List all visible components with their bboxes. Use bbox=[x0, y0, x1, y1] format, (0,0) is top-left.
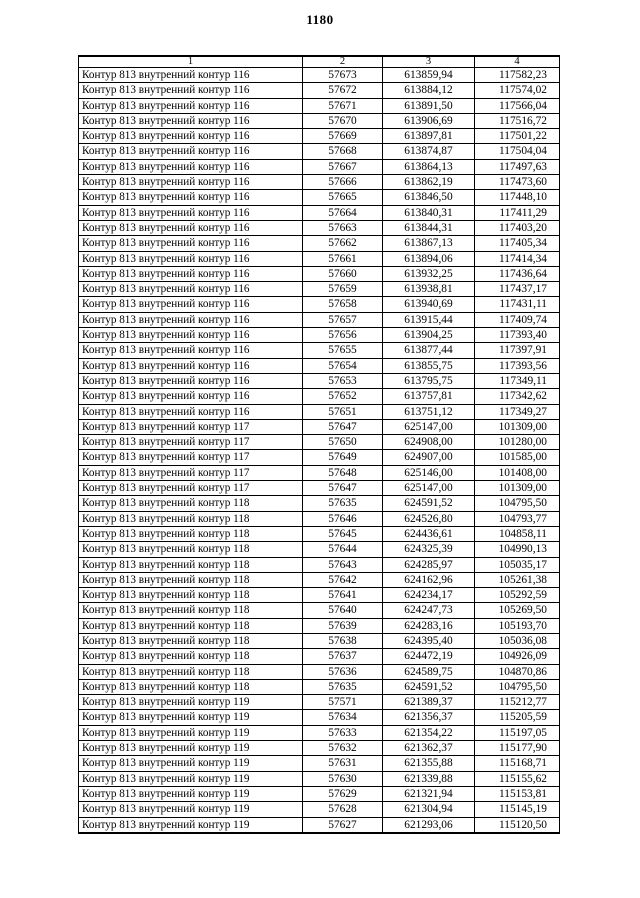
coordinate-y-cell: 105035,17 bbox=[475, 557, 560, 572]
coordinate-y-cell: 117436,64 bbox=[475, 266, 560, 281]
coordinate-y-cell: 115120,50 bbox=[475, 817, 560, 833]
point-number-cell: 57639 bbox=[303, 618, 383, 633]
point-number-cell: 57667 bbox=[303, 159, 383, 174]
coordinate-x-cell: 624395,40 bbox=[383, 633, 475, 648]
coordinate-x-cell: 613897,81 bbox=[383, 129, 475, 144]
contour-name-cell: Контур 813 внутренний контур 118 bbox=[79, 633, 303, 648]
point-number-cell: 57668 bbox=[303, 144, 383, 159]
contour-name-cell: Контур 813 внутренний контур 118 bbox=[79, 603, 303, 618]
table-row bbox=[79, 190, 560, 205]
point-number-cell: 57630 bbox=[303, 771, 383, 786]
coordinate-y-cell: 104870,86 bbox=[475, 664, 560, 679]
coordinate-x-cell: 613877,44 bbox=[383, 343, 475, 358]
table-row bbox=[79, 481, 560, 496]
contour-name-cell: Контур 813 внутренний контур 116 bbox=[79, 68, 303, 83]
coordinate-x-cell: 624436,61 bbox=[383, 526, 475, 541]
coordinate-y-cell: 117437,17 bbox=[475, 282, 560, 297]
contour-name-cell: Контур 813 внутренний контур 119 bbox=[79, 771, 303, 786]
point-number-cell: 57633 bbox=[303, 725, 383, 740]
contour-name-cell: Контур 813 внутренний контур 116 bbox=[79, 266, 303, 281]
point-number-cell: 57647 bbox=[303, 481, 383, 496]
point-number-cell: 57646 bbox=[303, 511, 383, 526]
table-row bbox=[79, 496, 560, 511]
contour-name-cell: Контур 813 внутренний контур 119 bbox=[79, 756, 303, 771]
coordinate-x-cell: 624589,75 bbox=[383, 664, 475, 679]
point-number-cell: 57647 bbox=[303, 419, 383, 434]
table-row bbox=[79, 220, 560, 235]
coordinate-x-cell: 613938,81 bbox=[383, 282, 475, 297]
point-number-cell: 57632 bbox=[303, 741, 383, 756]
table-row bbox=[79, 450, 560, 465]
contour-name-cell: Контур 813 внутренний контур 116 bbox=[79, 113, 303, 128]
contour-name-cell: Контур 813 внутренний контур 119 bbox=[79, 695, 303, 710]
coordinate-x-cell: 624285,97 bbox=[383, 557, 475, 572]
table-row bbox=[79, 113, 560, 128]
table-row bbox=[79, 695, 560, 710]
coordinate-x-cell: 613855,75 bbox=[383, 358, 475, 373]
contour-name-cell: Контур 813 внутренний контур 116 bbox=[79, 220, 303, 235]
coordinate-x-cell: 613846,50 bbox=[383, 190, 475, 205]
point-number-cell: 57653 bbox=[303, 373, 383, 388]
point-number-cell: 57666 bbox=[303, 175, 383, 190]
point-number-cell: 57642 bbox=[303, 572, 383, 587]
coordinate-y-cell: 117504,04 bbox=[475, 144, 560, 159]
point-number-cell: 57628 bbox=[303, 802, 383, 817]
coordinate-y-cell: 117497,63 bbox=[475, 159, 560, 174]
coordinate-y-cell: 117431,11 bbox=[475, 297, 560, 312]
contour-name-cell: Контур 813 внутренний контур 119 bbox=[79, 786, 303, 801]
coordinate-x-cell: 625147,00 bbox=[383, 481, 475, 496]
coordinate-x-cell: 621355,88 bbox=[383, 756, 475, 771]
coordinate-x-cell: 625147,00 bbox=[383, 419, 475, 434]
contour-name-cell: Контур 813 внутренний контур 117 bbox=[79, 450, 303, 465]
coordinate-y-cell: 104795,50 bbox=[475, 679, 560, 694]
point-number-cell: 57651 bbox=[303, 404, 383, 419]
coordinate-x-cell: 621362,37 bbox=[383, 741, 475, 756]
coordinate-y-cell: 117473,60 bbox=[475, 175, 560, 190]
coordinate-y-cell: 104858,11 bbox=[475, 526, 560, 541]
coordinate-y-cell: 117397,91 bbox=[475, 343, 560, 358]
contour-name-cell: Контур 813 внутренний контур 117 bbox=[79, 419, 303, 434]
point-number-cell: 57643 bbox=[303, 557, 383, 572]
coordinate-y-cell: 117349,11 bbox=[475, 373, 560, 388]
point-number-cell: 57637 bbox=[303, 649, 383, 664]
table-row bbox=[79, 373, 560, 388]
table-row bbox=[79, 251, 560, 266]
table-row bbox=[79, 633, 560, 648]
point-number-cell: 57640 bbox=[303, 603, 383, 618]
point-number-cell: 57652 bbox=[303, 389, 383, 404]
contour-name-cell: Контур 813 внутренний контур 118 bbox=[79, 511, 303, 526]
coordinate-x-cell: 624472,19 bbox=[383, 649, 475, 664]
table-row bbox=[79, 618, 560, 633]
contour-name-cell: Контур 813 внутренний контур 116 bbox=[79, 297, 303, 312]
point-number-cell: 57636 bbox=[303, 664, 383, 679]
table-row bbox=[79, 435, 560, 450]
coordinate-x-cell: 613874,87 bbox=[383, 144, 475, 159]
coordinate-y-cell: 104795,50 bbox=[475, 496, 560, 511]
point-number-cell: 57658 bbox=[303, 297, 383, 312]
coordinate-y-cell: 101280,00 bbox=[475, 435, 560, 450]
contour-name-cell: Контур 813 внутренний контур 117 bbox=[79, 465, 303, 480]
coordinate-x-cell: 613859,94 bbox=[383, 68, 475, 83]
table-row bbox=[79, 710, 560, 725]
contour-name-cell: Контур 813 внутренний контур 116 bbox=[79, 236, 303, 251]
contour-name-cell: Контур 813 внутренний контур 116 bbox=[79, 404, 303, 419]
coordinate-x-cell: 613862,19 bbox=[383, 175, 475, 190]
contour-name-cell: Контур 813 внутренний контур 116 bbox=[79, 282, 303, 297]
point-number-cell: 57663 bbox=[303, 220, 383, 235]
point-number-cell: 57635 bbox=[303, 496, 383, 511]
coordinate-y-cell: 117342,62 bbox=[475, 389, 560, 404]
coordinate-y-cell: 117582,23 bbox=[475, 68, 560, 83]
table-row bbox=[79, 526, 560, 541]
coordinate-y-cell: 105269,50 bbox=[475, 603, 560, 618]
contour-name-cell: Контур 813 внутренний контур 116 bbox=[79, 389, 303, 404]
table-body bbox=[79, 68, 560, 833]
point-number-cell: 57635 bbox=[303, 679, 383, 694]
table-row bbox=[79, 741, 560, 756]
coordinate-y-cell: 101585,00 bbox=[475, 450, 560, 465]
table-row bbox=[79, 649, 560, 664]
table-row bbox=[79, 68, 560, 83]
coordinate-x-cell: 624283,16 bbox=[383, 618, 475, 633]
coordinate-x-cell: 621356,37 bbox=[383, 710, 475, 725]
coordinate-x-cell: 621321,94 bbox=[383, 786, 475, 801]
point-number-cell: 57664 bbox=[303, 205, 383, 220]
coordinate-y-cell: 117349,27 bbox=[475, 404, 560, 419]
coordinate-y-cell: 104793,77 bbox=[475, 511, 560, 526]
contour-name-cell: Контур 813 внутренний контур 117 bbox=[79, 481, 303, 496]
coordinate-y-cell: 117393,40 bbox=[475, 328, 560, 343]
coordinate-y-cell: 117393,56 bbox=[475, 358, 560, 373]
coordinate-y-cell: 115155,62 bbox=[475, 771, 560, 786]
contour-name-cell: Контур 813 внутренний контур 116 bbox=[79, 358, 303, 373]
point-number-cell: 57645 bbox=[303, 526, 383, 541]
coordinate-x-cell: 624591,52 bbox=[383, 496, 475, 511]
table-row bbox=[79, 358, 560, 373]
table-row bbox=[79, 557, 560, 572]
table-row bbox=[79, 786, 560, 801]
coordinate-x-cell: 621339,88 bbox=[383, 771, 475, 786]
coordinate-x-cell: 621304,94 bbox=[383, 802, 475, 817]
contour-name-cell: Контур 813 внутренний контур 119 bbox=[79, 802, 303, 817]
coordinate-x-cell: 613932,25 bbox=[383, 266, 475, 281]
coordinate-y-cell: 115145,19 bbox=[475, 802, 560, 817]
coordinate-y-cell: 101309,00 bbox=[475, 419, 560, 434]
contour-name-cell: Контур 813 внутренний контур 116 bbox=[79, 129, 303, 144]
coordinate-x-cell: 613864,13 bbox=[383, 159, 475, 174]
contour-name-cell: Контур 813 внутренний контур 116 bbox=[79, 98, 303, 113]
point-number-cell: 57631 bbox=[303, 756, 383, 771]
contour-name-cell: Контур 813 внутренний контур 117 bbox=[79, 435, 303, 450]
page-number: 1180 bbox=[306, 12, 334, 27]
coordinate-x-cell: 613867,13 bbox=[383, 236, 475, 251]
point-number-cell: 57649 bbox=[303, 450, 383, 465]
table-row bbox=[79, 404, 560, 419]
coordinate-y-cell: 115168,71 bbox=[475, 756, 560, 771]
contour-name-cell: Контур 813 внутренний контур 118 bbox=[79, 588, 303, 603]
coordinate-x-cell: 613891,50 bbox=[383, 98, 475, 113]
table-row bbox=[79, 328, 560, 343]
coordinate-y-cell: 117414,34 bbox=[475, 251, 560, 266]
coordinate-x-cell: 624162,96 bbox=[383, 572, 475, 587]
table-row bbox=[79, 343, 560, 358]
column-header-3: 3 bbox=[383, 56, 475, 68]
coordinate-x-cell: 624247,73 bbox=[383, 603, 475, 618]
contour-name-cell: Контур 813 внутренний контур 118 bbox=[79, 679, 303, 694]
coordinate-y-cell: 105193,70 bbox=[475, 618, 560, 633]
coordinate-y-cell: 117501,22 bbox=[475, 129, 560, 144]
coordinate-y-cell: 115205,59 bbox=[475, 710, 560, 725]
coordinate-x-cell: 621293,06 bbox=[383, 817, 475, 833]
coordinate-x-cell: 613894,06 bbox=[383, 251, 475, 266]
contour-name-cell: Контур 813 внутренний контур 119 bbox=[79, 741, 303, 756]
contour-name-cell: Контур 813 внутренний контур 119 bbox=[79, 817, 303, 833]
coordinate-y-cell: 115177,90 bbox=[475, 741, 560, 756]
point-number-cell: 57654 bbox=[303, 358, 383, 373]
point-number-cell: 57669 bbox=[303, 129, 383, 144]
table-row bbox=[79, 98, 560, 113]
coordinate-y-cell: 115212,77 bbox=[475, 695, 560, 710]
table-row bbox=[79, 236, 560, 251]
contour-name-cell: Контур 813 внутренний контур 118 bbox=[79, 649, 303, 664]
table-row bbox=[79, 266, 560, 281]
point-number-cell: 57670 bbox=[303, 113, 383, 128]
coordinate-x-cell: 613904,25 bbox=[383, 328, 475, 343]
table-row bbox=[79, 83, 560, 98]
contour-name-cell: Контур 813 внутренний контур 116 bbox=[79, 159, 303, 174]
point-number-cell: 57656 bbox=[303, 328, 383, 343]
coordinate-y-cell: 104926,09 bbox=[475, 649, 560, 664]
point-number-cell: 57571 bbox=[303, 695, 383, 710]
coordinate-y-cell: 115153,81 bbox=[475, 786, 560, 801]
contour-name-cell: Контур 813 внутренний контур 116 bbox=[79, 205, 303, 220]
table-row bbox=[79, 771, 560, 786]
table-row bbox=[79, 144, 560, 159]
coordinate-x-cell: 613757,81 bbox=[383, 389, 475, 404]
coordinate-x-cell: 613940,69 bbox=[383, 297, 475, 312]
table-row bbox=[79, 297, 560, 312]
coordinate-x-cell: 613751,12 bbox=[383, 404, 475, 419]
point-number-cell: 57655 bbox=[303, 343, 383, 358]
contour-name-cell: Контур 813 внутренний контур 119 bbox=[79, 725, 303, 740]
table-header-row bbox=[79, 56, 560, 68]
coordinate-x-cell: 613844,31 bbox=[383, 220, 475, 235]
contour-name-cell: Контур 813 внутренний контур 116 bbox=[79, 83, 303, 98]
point-number-cell: 57641 bbox=[303, 588, 383, 603]
coordinate-x-cell: 624908,00 bbox=[383, 435, 475, 450]
point-number-cell: 57660 bbox=[303, 266, 383, 281]
coordinate-y-cell: 105036,08 bbox=[475, 633, 560, 648]
coordinate-y-cell: 105261,38 bbox=[475, 572, 560, 587]
table-row bbox=[79, 282, 560, 297]
column-header-4: 4 bbox=[475, 56, 560, 68]
coordinate-y-cell: 117409,74 bbox=[475, 312, 560, 327]
table-row bbox=[79, 679, 560, 694]
coordinate-y-cell: 117403,20 bbox=[475, 220, 560, 235]
coordinate-x-cell: 624591,52 bbox=[383, 679, 475, 694]
contour-name-cell: Контур 813 внутренний контур 116 bbox=[79, 328, 303, 343]
table-row bbox=[79, 603, 560, 618]
table-row bbox=[79, 205, 560, 220]
table-row bbox=[79, 542, 560, 557]
contour-name-cell: Контур 813 внутренний контур 119 bbox=[79, 710, 303, 725]
table-row bbox=[79, 725, 560, 740]
coordinate-y-cell: 104990,13 bbox=[475, 542, 560, 557]
coordinate-y-cell: 101309,00 bbox=[475, 481, 560, 496]
contour-name-cell: Контур 813 внутренний контур 118 bbox=[79, 618, 303, 633]
contour-name-cell: Контур 813 внутренний контур 116 bbox=[79, 312, 303, 327]
table-row bbox=[79, 817, 560, 833]
point-number-cell: 57657 bbox=[303, 312, 383, 327]
table-row bbox=[79, 312, 560, 327]
contour-name-cell: Контур 813 внутренний контур 118 bbox=[79, 526, 303, 541]
contour-name-cell: Контур 813 внутренний контур 116 bbox=[79, 251, 303, 266]
point-number-cell: 57665 bbox=[303, 190, 383, 205]
coordinate-y-cell: 101408,00 bbox=[475, 465, 560, 480]
contour-name-cell: Контур 813 внутренний контур 118 bbox=[79, 542, 303, 557]
table-row bbox=[79, 129, 560, 144]
point-number-cell: 57629 bbox=[303, 786, 383, 801]
coordinate-y-cell: 117411,29 bbox=[475, 205, 560, 220]
contour-name-cell: Контур 813 внутренний контур 118 bbox=[79, 557, 303, 572]
coordinate-y-cell: 117574,02 bbox=[475, 83, 560, 98]
point-number-cell: 57644 bbox=[303, 542, 383, 557]
coordinate-y-cell: 105292,59 bbox=[475, 588, 560, 603]
table-row bbox=[79, 159, 560, 174]
coordinate-x-cell: 621354,22 bbox=[383, 725, 475, 740]
point-number-cell: 57671 bbox=[303, 98, 383, 113]
table-row bbox=[79, 389, 560, 404]
point-number-cell: 57638 bbox=[303, 633, 383, 648]
coordinate-x-cell: 613795,75 bbox=[383, 373, 475, 388]
coordinates-table bbox=[78, 55, 560, 834]
coordinate-x-cell: 613840,31 bbox=[383, 205, 475, 220]
table-row bbox=[79, 419, 560, 434]
coordinate-x-cell: 624526,80 bbox=[383, 511, 475, 526]
coordinate-y-cell: 117448,10 bbox=[475, 190, 560, 205]
coordinate-x-cell: 625146,00 bbox=[383, 465, 475, 480]
table-row bbox=[79, 572, 560, 587]
coordinate-y-cell: 117516,72 bbox=[475, 113, 560, 128]
table-row bbox=[79, 511, 560, 526]
coordinate-x-cell: 613906,69 bbox=[383, 113, 475, 128]
coordinate-x-cell: 613884,12 bbox=[383, 83, 475, 98]
contour-name-cell: Контур 813 внутренний контур 116 bbox=[79, 144, 303, 159]
table-row bbox=[79, 802, 560, 817]
contour-name-cell: Контур 813 внутренний контур 116 bbox=[79, 175, 303, 190]
contour-name-cell: Контур 813 внутренний контур 116 bbox=[79, 343, 303, 358]
point-number-cell: 57650 bbox=[303, 435, 383, 450]
coordinate-y-cell: 117566,04 bbox=[475, 98, 560, 113]
contour-name-cell: Контур 813 внутренний контур 118 bbox=[79, 496, 303, 511]
table-row bbox=[79, 588, 560, 603]
point-number-cell: 57673 bbox=[303, 68, 383, 83]
table-row bbox=[79, 465, 560, 480]
table-row bbox=[79, 664, 560, 679]
coordinate-x-cell: 621389,37 bbox=[383, 695, 475, 710]
table-row bbox=[79, 756, 560, 771]
coordinate-y-cell: 117405,34 bbox=[475, 236, 560, 251]
contour-name-cell: Контур 813 внутренний контур 118 bbox=[79, 572, 303, 587]
coordinate-x-cell: 624325,39 bbox=[383, 542, 475, 557]
table-row bbox=[79, 175, 560, 190]
column-header-2: 2 bbox=[303, 56, 383, 68]
point-number-cell: 57661 bbox=[303, 251, 383, 266]
point-number-cell: 57659 bbox=[303, 282, 383, 297]
point-number-cell: 57662 bbox=[303, 236, 383, 251]
contour-name-cell: Контур 813 внутренний контур 118 bbox=[79, 664, 303, 679]
contour-name-cell: Контур 813 внутренний контур 116 bbox=[79, 190, 303, 205]
coordinate-x-cell: 624907,00 bbox=[383, 450, 475, 465]
point-number-cell: 57634 bbox=[303, 710, 383, 725]
column-header-1: 1 bbox=[79, 56, 303, 68]
point-number-cell: 57627 bbox=[303, 817, 383, 833]
point-number-cell: 57672 bbox=[303, 83, 383, 98]
coordinate-x-cell: 624234,17 bbox=[383, 588, 475, 603]
coordinate-y-cell: 115197,05 bbox=[475, 725, 560, 740]
point-number-cell: 57648 bbox=[303, 465, 383, 480]
coordinate-x-cell: 613915,44 bbox=[383, 312, 475, 327]
contour-name-cell: Контур 813 внутренний контур 116 bbox=[79, 373, 303, 388]
